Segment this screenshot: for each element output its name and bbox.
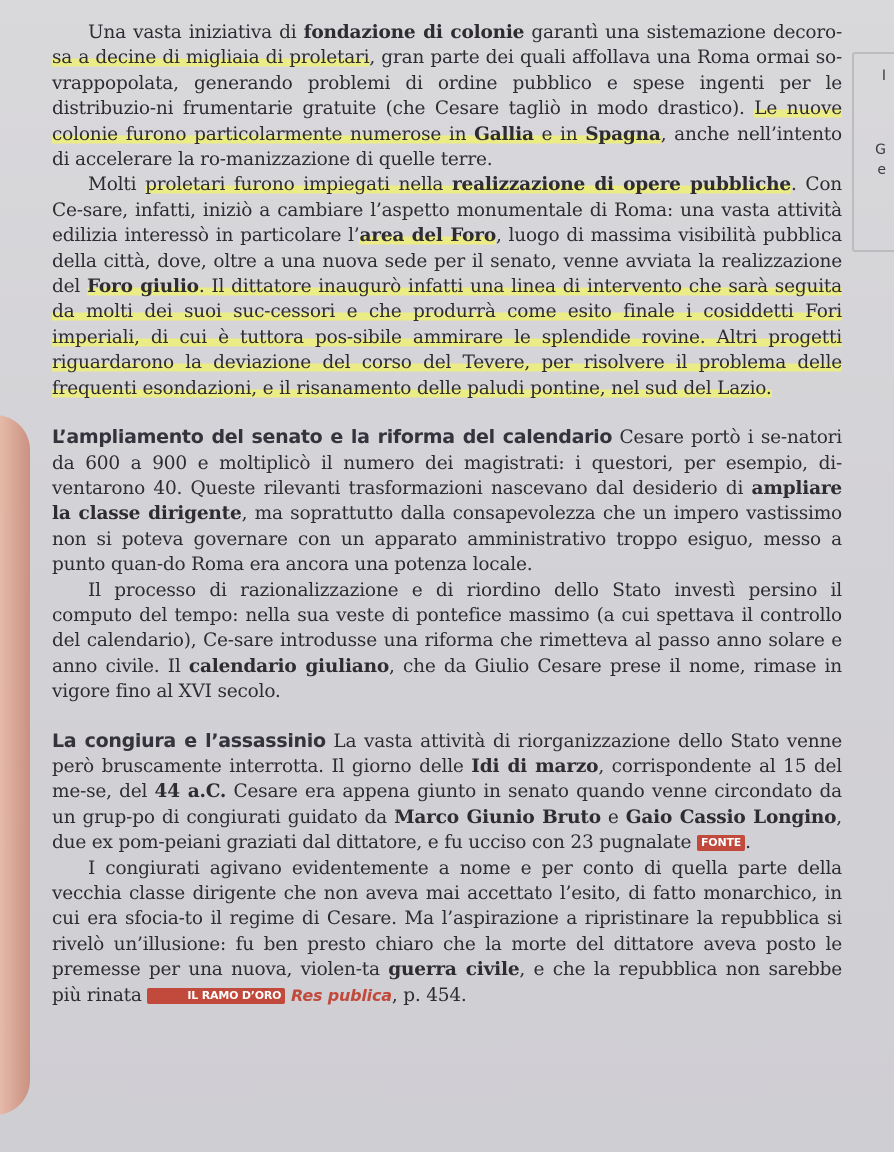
thumb-finger	[0, 415, 30, 1115]
margin-mark: I	[881, 68, 886, 84]
ramo-doro-badge[interactable]: IL RAMO D’ORO	[147, 988, 285, 1004]
paragraph-opere-pubbliche: Molti proletari furono impiegati nella realizzazione di opere pubbliche. Con Ce-sare, infatti, iniziò a cambiare l’aspetto monumentale di Roma: una vasta attività edilizia interessò in particolare l’area del Foro, luogo di massima visibilità pubblica della città, dove, oltre a una nuova sede per il senato, venne avviata la realizzazione del Foro giulio. Il dittatore inaugurò infatti una linea di intervento che sarà seguita da molti dei suoi suc-cessori e che produrrà come esito finale i cosiddetti Fori imperiali, di cui è tuttora pos-sibile ammirare le splendide rovine. Altri progetti riguardarono la deviazione del corso del Tevere, per risolvere il problema delle frequenti esondazioni, e il risanamento delle paludi pontine, nel sud del Lazio.	[52, 174, 843, 399]
margin-mark: e	[877, 162, 886, 178]
section-heading-senato: L’ampliamento del senato e la riforma del calendario	[52, 426, 613, 449]
section-heading-congiura: La congiura e l’assassinio	[52, 729, 326, 752]
res-publica-reference[interactable]: Res publica	[291, 985, 392, 1005]
fonte-badge[interactable]: FONTE	[697, 835, 745, 851]
margin-box	[852, 52, 894, 252]
body-text	[52, 20, 842, 1008]
paragraph-colonie: Una vasta iniziativa di fondazione di colonie garantì una sistemazione decoro-sa a decine di migliaia di proletari, gran parte dei quali affollava una Roma ormai so-vrappopolata, generando problemi di ordine pubblico e spese ingenti per le distribuzio-ni frumentarie gratuite (che Cesare tagliò in modo drastico). Le nuove colonie furono particolarmente numerose in Gallia e in Spagna, anche nell’intento di accelerare la ro-manizzazione di quelle terre.	[52, 22, 843, 171]
margin-mark: G	[875, 142, 886, 158]
paragraph-senato: L’ampliamento del senato e la riforma del calendario Cesare portò i se-natori da 600 a 900 e moltiplicò il numero dei magistrati: i questori, per esempio, di-ventarono 40. Queste rilevanti trasformazioni nascevano dal desiderio di ampliare la classe dirigente, ma soprattutto dalla consapevolezza che un impero vastissimo non si poteva governare con un apparato amministrativo troppo esiguo, messo a punto quan-do Roma era ancora una potenza locale.	[52, 426, 843, 576]
paragraph-calendario: Il processo di razionalizzazione e di riordino dello Stato investì persino il computo del tempo: nella sua veste di pontefice massimo (a cui spettava il controllo del calendario), Ce-sare introdusse una riforma che rimetteva al passo anno solare e anno civile. Il calendario giuliano, che da Giulio Cesare prese il nome, rimase in vigore fino al XVI secolo.	[52, 579, 842, 703]
paragraph-guerra-civile: I congiurati agivano evidentemente a nome e per conto di quella parte della vecchia classe dirigente che non aveva mai accettato l’esito, di fatto monarchico, in cui era sfocia-to il regime di Cesare. Ma l’aspirazione a ripristinare la repubblica si rivelò un’illusione: fu ben presto chiaro che la morte del dittatore aveva posto le premesse per una nuova, violen-ta guerra civile, e che la repubblica non sarebbe più rinata IL RAMO D’ORO Res publica, p. 454.	[52, 857, 842, 1006]
paragraph-congiura: La congiura e l’assassinio La vasta attività di riorganizzazione dello Stato venne però bruscamente interrotta. Il giorno delle Idi di marzo, corrispondente al 15 del me-se, del 44 a.C. Cesare era appena giunto in senato quando venne circondato da un grup-po di congiurati guidato da Marco Giunio Bruto e Gaio Cassio Longino, due ex pom-peiani graziati dal dittatore, e fu ucciso con 23 pugnalate FONTE .	[52, 729, 842, 854]
